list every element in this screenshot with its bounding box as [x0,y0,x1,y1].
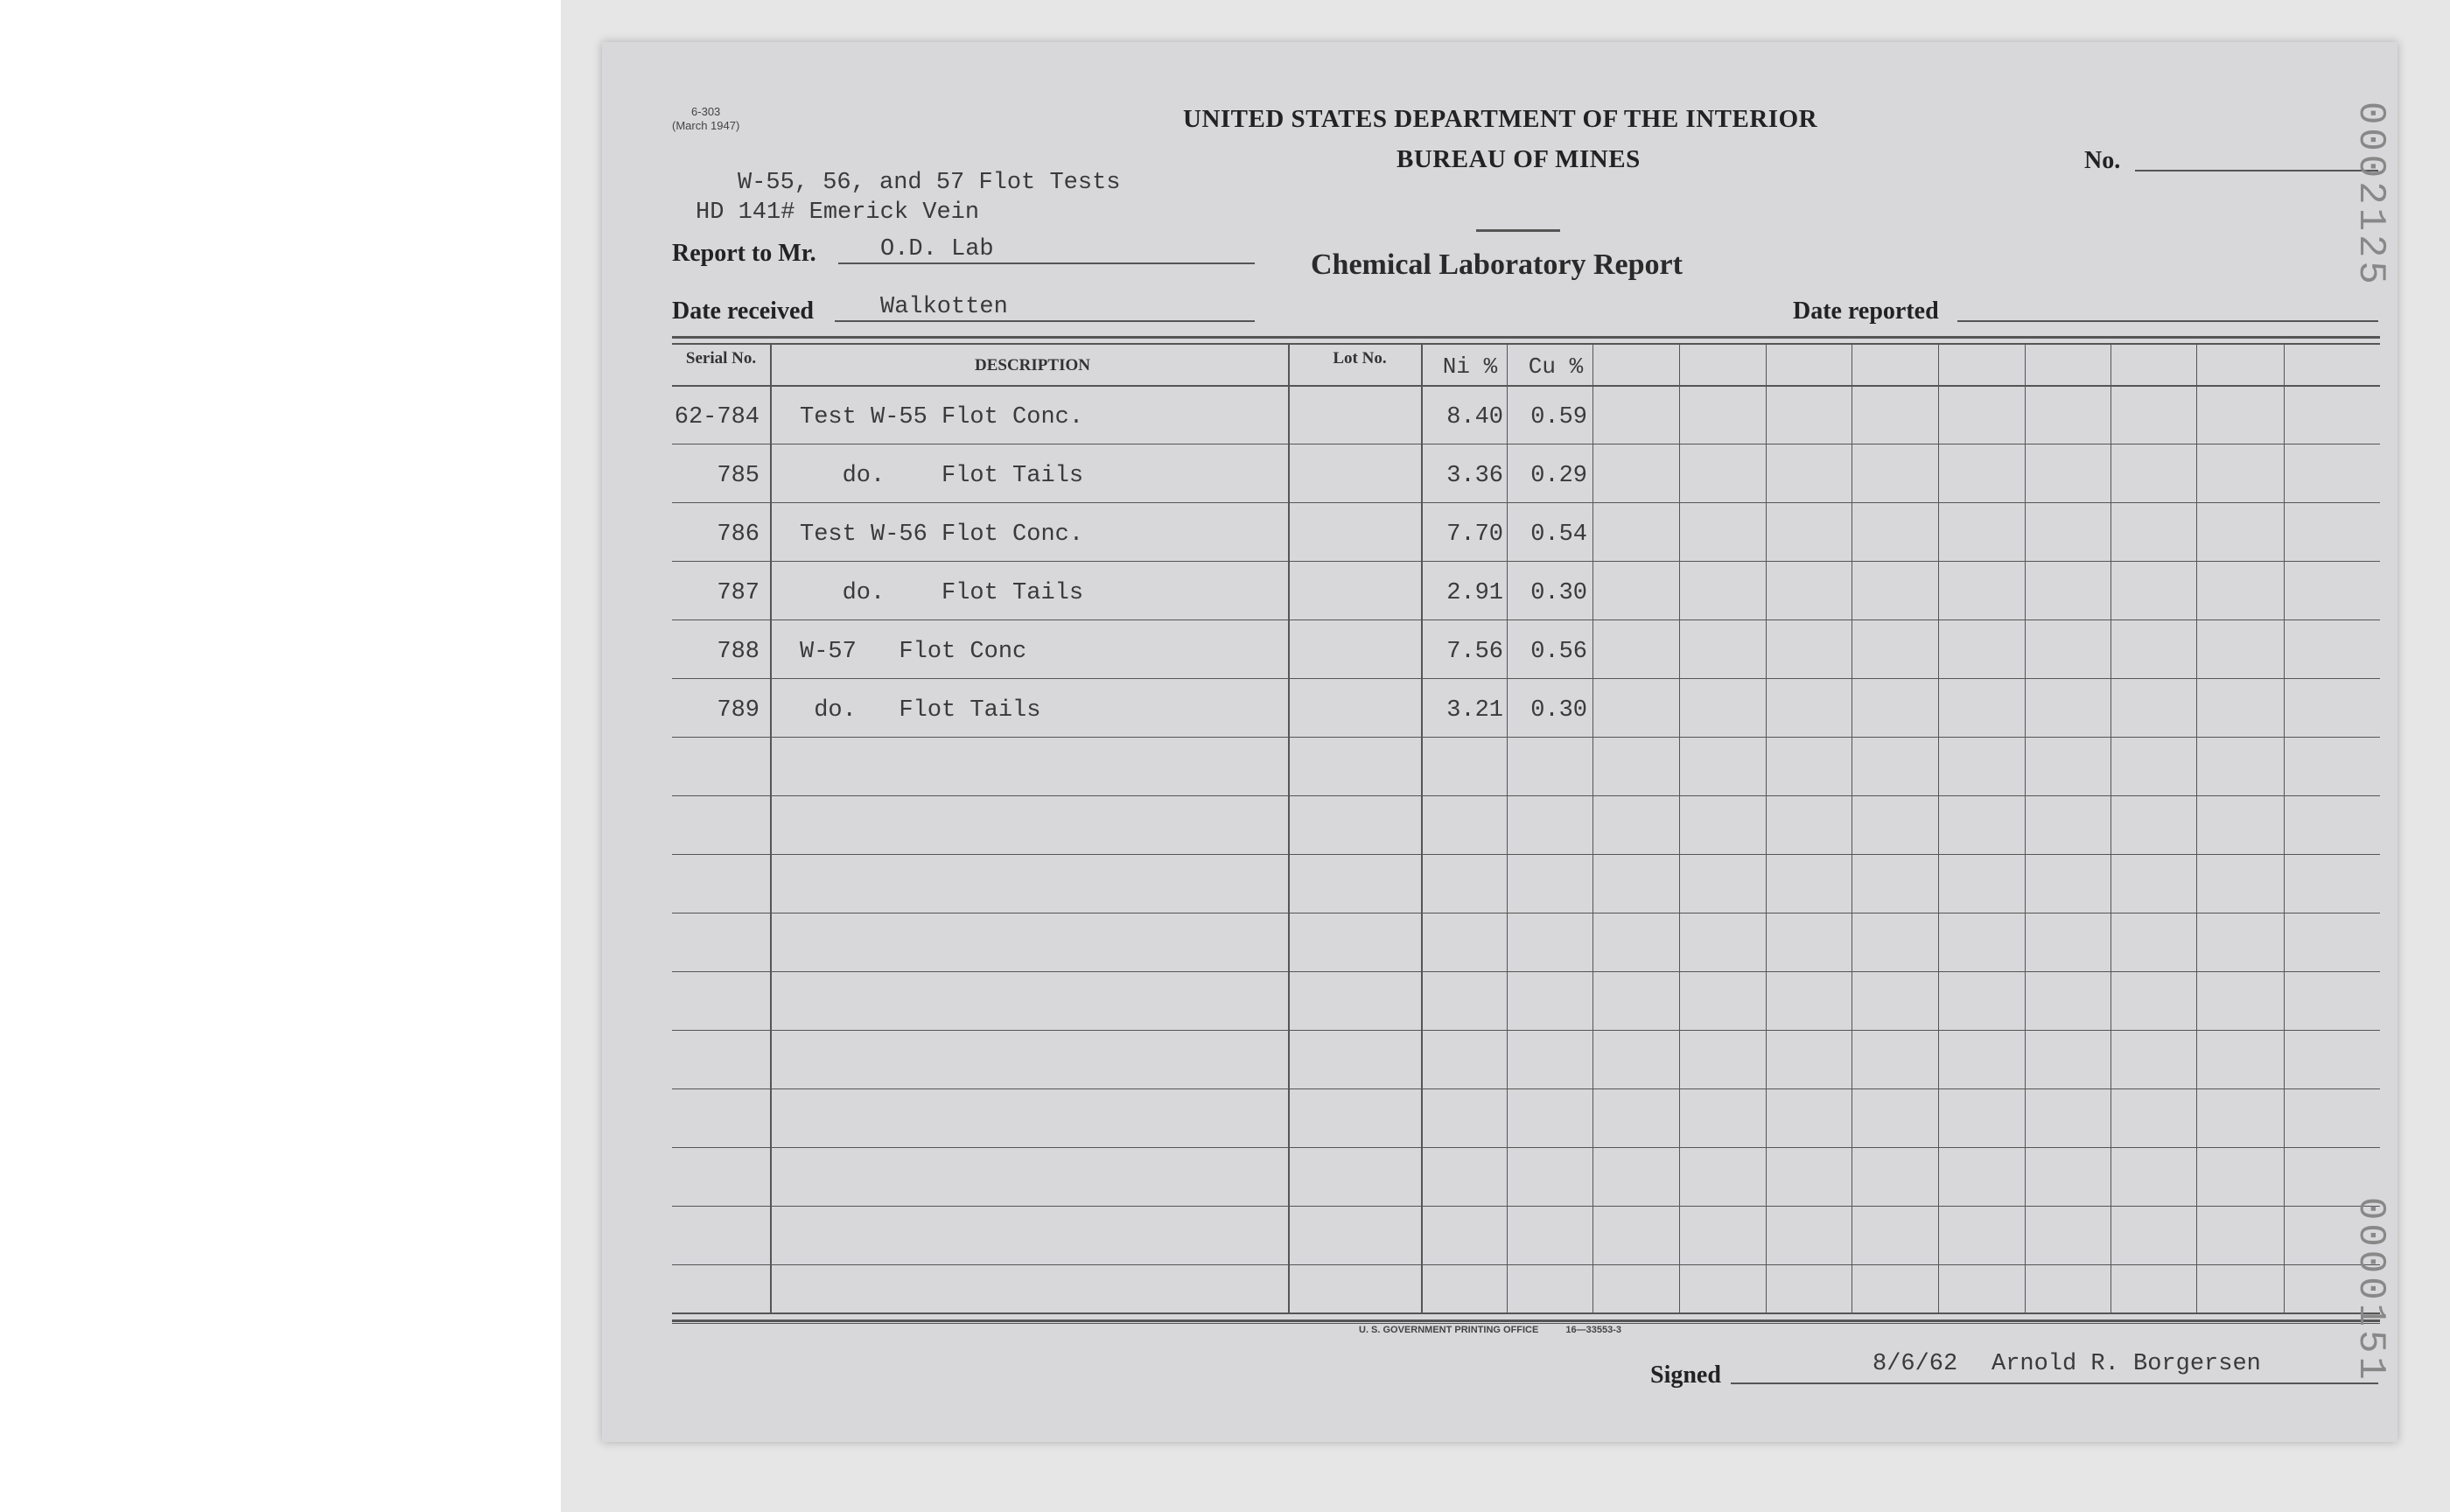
serial-header [672,350,770,368]
bureau-heading: BUREAU OF MINES [1396,145,1641,173]
signed-label: Signed [1650,1362,1721,1389]
cu-cell: 0.56 [1530,639,1587,665]
form-number [672,105,739,133]
serial-cell: 785 [717,463,760,489]
description-cell: do. Flot Tails [800,580,1084,606]
report-to-value: O.D. Lab [880,236,994,262]
form-number-code: 6-303 [691,105,721,118]
row-rule [672,737,2380,738]
column-rule [1938,345,1939,1312]
report-to-line[interactable] [838,262,1255,264]
description-cell: do. Flot Tails [800,463,1084,489]
column-rule [1766,345,1767,1312]
cu-header: Cu % [1528,354,1584,380]
archive-stamp-top: 0002125 [2348,102,2392,288]
column-rule [2025,345,2026,1312]
ni-cell: 2.91 [1446,580,1503,606]
description-cell: do. Flot Tails [800,697,1041,724]
cu-cell: 0.59 [1530,404,1587,430]
description-cell: Test W-56 Flot Conc. [800,522,1084,548]
report-form [602,42,2398,1442]
row-rule [672,1323,2380,1324]
column-rule [1288,345,1290,1312]
row-rule [672,971,2380,972]
ni-cell: 3.36 [1446,463,1503,489]
row-rule [672,502,2380,503]
row-rule [672,678,2380,679]
column-rule [1421,345,1423,1312]
signed-date: 8/6/62 [1872,1351,1958,1377]
cu-cell: 0.30 [1530,580,1587,606]
report-title: Chemical Laboratory Report [1311,248,1683,281]
lot-header [1295,350,1424,368]
report-to-label: Report to Mr. [672,240,816,267]
table-top-rule-inner [672,343,2380,345]
row-rule [672,854,2380,855]
column-rule [2196,345,2197,1312]
serial-cell: 787 [717,580,760,606]
form-number-date: (March 1947) [672,119,740,132]
archive-stamp-bottom: 0000151 [2348,1197,2392,1383]
description-header-text: DESCRIPTION [975,356,1090,374]
description-cell: W-57 Flot Conc [800,639,1027,665]
serial-cell: 62-784 [674,404,760,430]
no-label: No. [2084,147,2121,174]
row-rule [672,1030,2380,1031]
row-rule [672,913,2380,914]
signed-line[interactable] [1731,1382,2378,1384]
row-rule [672,1264,2380,1265]
department-heading: UNITED STATES DEPARTMENT OF THE INTERIOR [1183,105,1818,133]
row-rule [672,795,2380,796]
row-rule [672,1088,2380,1089]
column-rule [770,345,772,1312]
no-field-line[interactable] [2135,170,2378,172]
row-rule [672,1147,2380,1148]
row-rule [672,1206,2380,1207]
table-top-rule [672,336,2380,339]
cu-cell: 0.29 [1530,463,1587,489]
table-bottom-rule [672,1312,2380,1314]
ni-cell: 7.56 [1446,639,1503,665]
date-received-value: Walkotten [880,294,1008,320]
subject-line-2: HD 141# Emerick Vein [696,200,980,226]
column-rule [1507,345,1508,1312]
ni-header: Ni % [1442,354,1498,380]
description-header [774,357,1292,374]
ni-cell: 3.21 [1446,697,1503,724]
date-received-label: Date received [672,298,814,325]
column-rule [2284,345,2285,1312]
header-bottom-rule [672,385,2380,387]
lot-header-text: Lot No. [1333,349,1387,368]
signed-name: Arnold R. Borgersen [1992,1351,2261,1377]
cu-cell: 0.54 [1530,522,1587,548]
serial-cell: 788 [717,639,760,665]
printer-imprint [1359,1325,1621,1335]
subject-line-1: W-55, 56, and 57 Flot Tests [738,170,1121,196]
row-rule [672,561,2380,562]
heading-divider [1476,229,1560,232]
date-received-line[interactable] [835,320,1255,322]
ni-cell: 7.70 [1446,522,1503,548]
serial-cell: 786 [717,522,760,548]
serial-header-text: Serial No. [685,349,757,368]
date-reported-line[interactable] [1957,320,2378,322]
table-bottom-rule-inner [672,1320,2380,1322]
printer-code: 16—33553-3 [1565,1325,1622,1335]
column-rule [1679,345,1680,1312]
printer-name: U. S. GOVERNMENT PRINTING OFFICE [1359,1325,1539,1335]
ni-cell: 8.40 [1446,404,1503,430]
column-rule [2110,345,2111,1312]
cu-cell: 0.30 [1530,697,1587,724]
description-cell: Test W-55 Flot Conc. [800,404,1084,430]
date-reported-label: Date reported [1793,298,1939,325]
column-rule [1592,345,1593,1312]
serial-cell: 789 [717,697,760,724]
